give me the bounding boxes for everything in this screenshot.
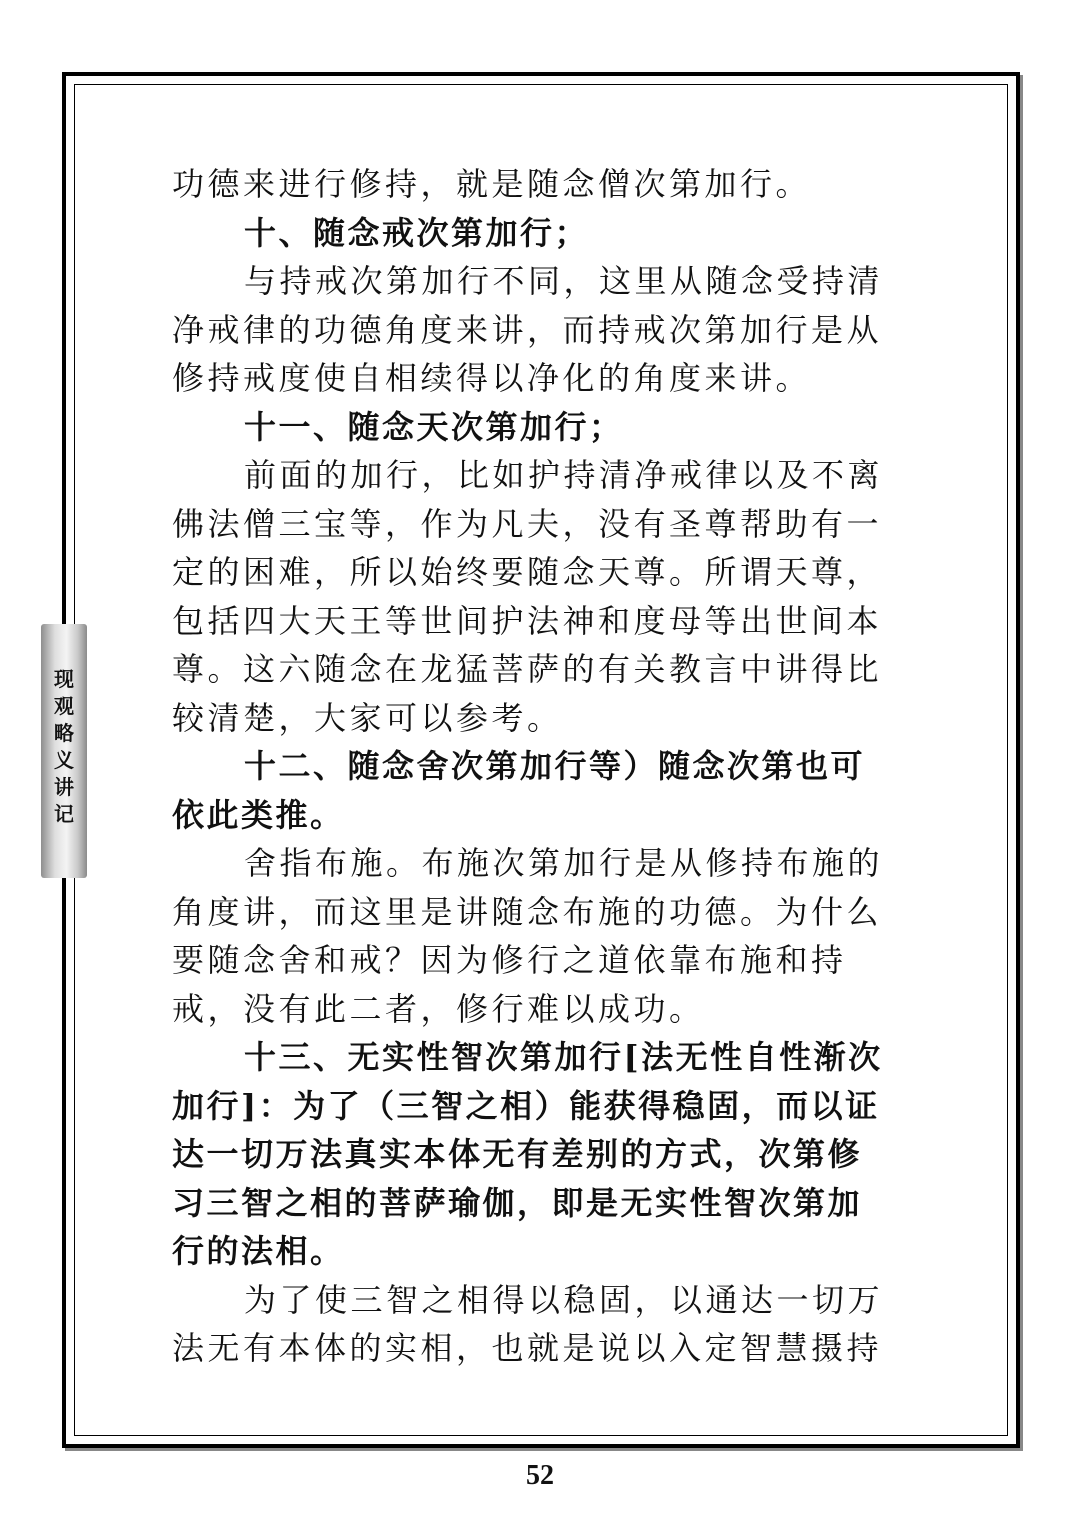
side-tab-char: 记	[54, 802, 74, 826]
side-tab-book-title	[41, 624, 87, 878]
side-tab-char: 义	[54, 748, 74, 772]
heading-line: 十、随念戒次第加行；	[244, 213, 590, 252]
paragraph-line: 为了使三智之相得以稳固，以通达一切万	[244, 1280, 884, 1319]
side-tab-char: 讲	[54, 775, 74, 799]
paragraph-line: 包括四大天王等世间护法神和度母等出世间本	[172, 601, 883, 640]
paragraph-line: 较清楚，大家可以参考。	[172, 698, 563, 737]
side-tab-title-text	[41, 666, 87, 828]
paragraph-line: 定的困难，所以始终要随念天尊。所谓天尊，	[172, 553, 883, 591]
heading-line: 习三智之相的菩萨瑜伽，即是无实性智次第加	[172, 1183, 863, 1222]
heading-line: 十二、随念舍次第加行等）随念次第也可	[244, 747, 866, 785]
paragraph-line: 净戒律的功德角度来讲，而持戒次第加行是从	[172, 310, 883, 349]
heading-line: 依此类推。	[172, 795, 345, 834]
paragraph-line: 角度讲，而这里是讲随念布施的功德。为什么	[172, 892, 883, 931]
paragraph-line: 功德来进行修持，就是随念僧次第加行。	[172, 165, 812, 203]
side-tab-char: 现	[54, 667, 74, 691]
paragraph-line: 与持戒次第加行不同，这里从随念受持清	[244, 262, 884, 300]
page-number: 52	[526, 1460, 554, 1491]
side-tab-char: 观	[54, 694, 74, 718]
paragraph-line: 前面的加行，比如护持清净戒律以及不离	[244, 456, 884, 494]
paragraph-line: 要随念舍和戒？因为修行之道依靠布施和持	[172, 941, 847, 979]
heading-line: 达一切万法真实本体无有差别的方式，次第修	[172, 1135, 863, 1173]
paragraph-line: 尊。这六随念在龙猛菩萨的有关教言中讲得比	[172, 650, 883, 688]
paragraph-line: 修持戒度使自相续得以净化的角度来讲。	[172, 359, 812, 397]
paragraph-line: 舍指布施。布施次第加行是从修持布施的	[244, 844, 884, 882]
body-text	[172, 160, 902, 1373]
side-tab-char: 略	[54, 721, 74, 745]
paragraph-line: 法无有本体的实相，也就是说以入定智慧摄持	[172, 1329, 883, 1367]
heading-line: 十一、随念天次第加行；	[244, 407, 624, 446]
paragraph-line: 佛法僧三宝等，作为凡夫，没有圣尊帮助有一	[172, 504, 883, 543]
heading-line: 行的法相。	[172, 1232, 345, 1270]
heading-line: 十三、无实性智次第加行[法无性自性渐次	[244, 1038, 883, 1076]
heading-line: 加行]：为了（三智之相）能获得稳固，而以证	[172, 1086, 880, 1125]
paragraph-line: 戒，没有此二者，修行难以成功。	[172, 989, 705, 1028]
